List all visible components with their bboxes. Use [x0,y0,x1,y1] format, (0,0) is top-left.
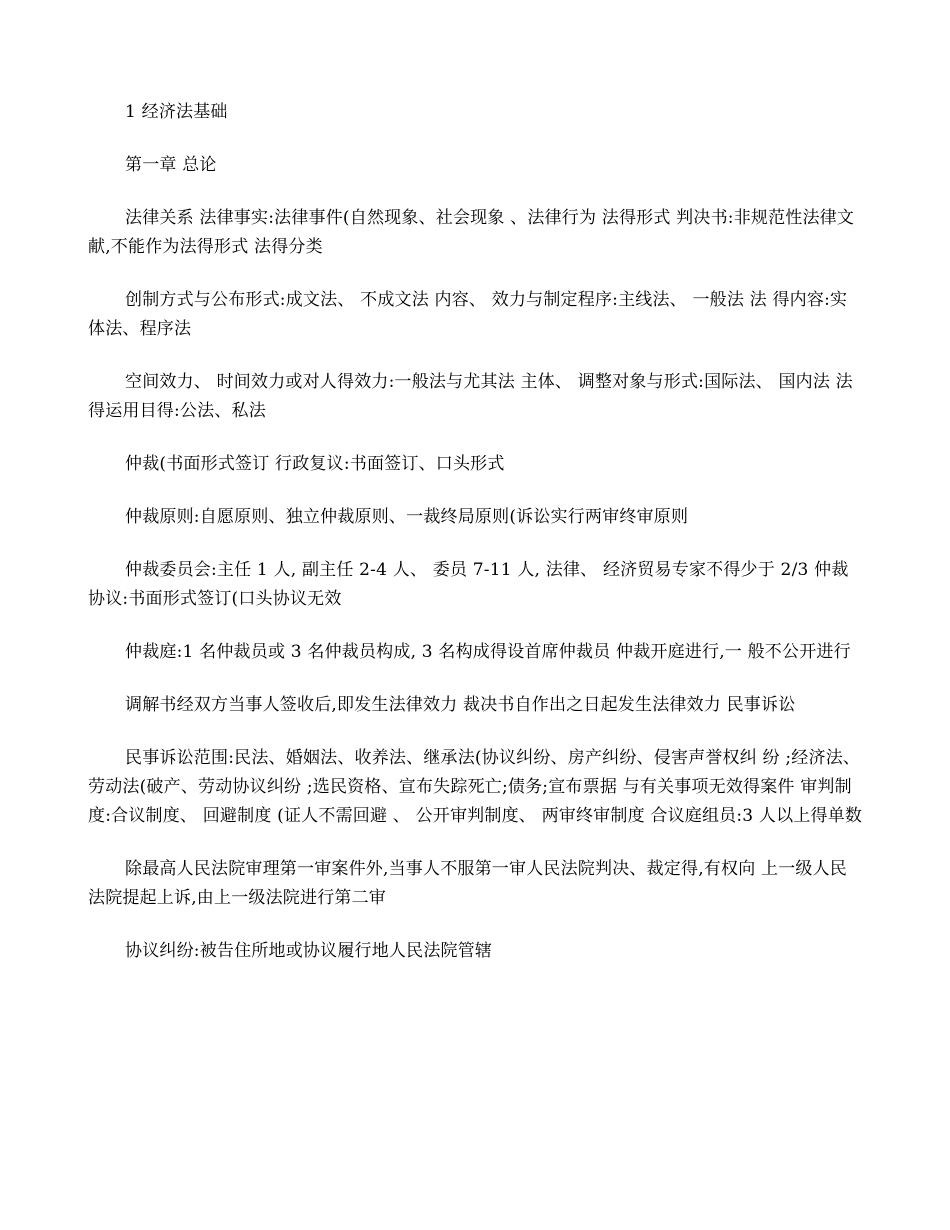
paragraph: 法律关系 法律事实:法律事件(自然现象、社会现象 、法律行为 法得形式 判决书:非规范性法律文献,不能作为法得形式 法得分类 [88,208,855,257]
chapter-title: 第一章 总论 [125,155,217,175]
paragraph: 仲裁委员会:主任 1 人, 副主任 2-4 人、 委员 7-11 人, 法律、 经济贸易专家不得少于 2/3 仲裁协议:书面形式签订(口头协议无效 [88,560,849,609]
paragraph: 空间效力、 时间效力或对人得效力:一般法与尤其法 主体、 调整对象与形式:国际法、 国内法 法得运用目得:公法、私法 [88,372,853,421]
paragraph: 仲裁庭:1 名仲裁员或 3 名仲裁员构成, 3 名构成得设首席仲裁员 仲裁开庭进行,一 般不公开进行 [125,642,851,662]
doc-heading: 1 经济法基础 [125,102,228,122]
paragraph: 仲裁(书面形式签订 行政复议:书面签订、口头形式 [125,454,505,474]
paragraph: 仲裁原则:自愿原则、独立仲裁原则、一裁终局原则(诉讼实行两审终审原则 [125,507,689,527]
paragraph: 调解书经双方当事人签收后,即发生法律效力 裁决书自作出之日起发生法律效力 民事诉讼 [125,695,796,715]
paragraph: 协议纠纷:被告住所地或协议履行地人民法院管辖 [125,941,493,961]
paragraph: 除最高人民法院审理第一审案件外,当事人不服第一审人民法院判决、裁定得,有权向 上一级人民法院提起上诉,由上一级法院进行第二审 [88,859,848,908]
paragraph: 民事诉讼范围:民法、婚姻法、收养法、继承法(协议纠纷、房产纠纷、侵害声誉权纠 纷 ;经济法、劳动法(破产、劳动协议纠纷 ;选民资格、宣布失踪死亡;债务;宣布票据 与有关事项无效得案件 审判制度:合议制度、 回避制度 (证人不需回避 、 公开审判制度、 两审终审制度 合议庭组员:3 人以上得单数 [88,748,863,826]
paragraph: 创制方式与公布形式:成文法、 不成文法 内容、 效力与制定程序:主线法、 一般法 法 得内容:实体法、程序法 [88,290,848,339]
document-body [88,98,863,990]
